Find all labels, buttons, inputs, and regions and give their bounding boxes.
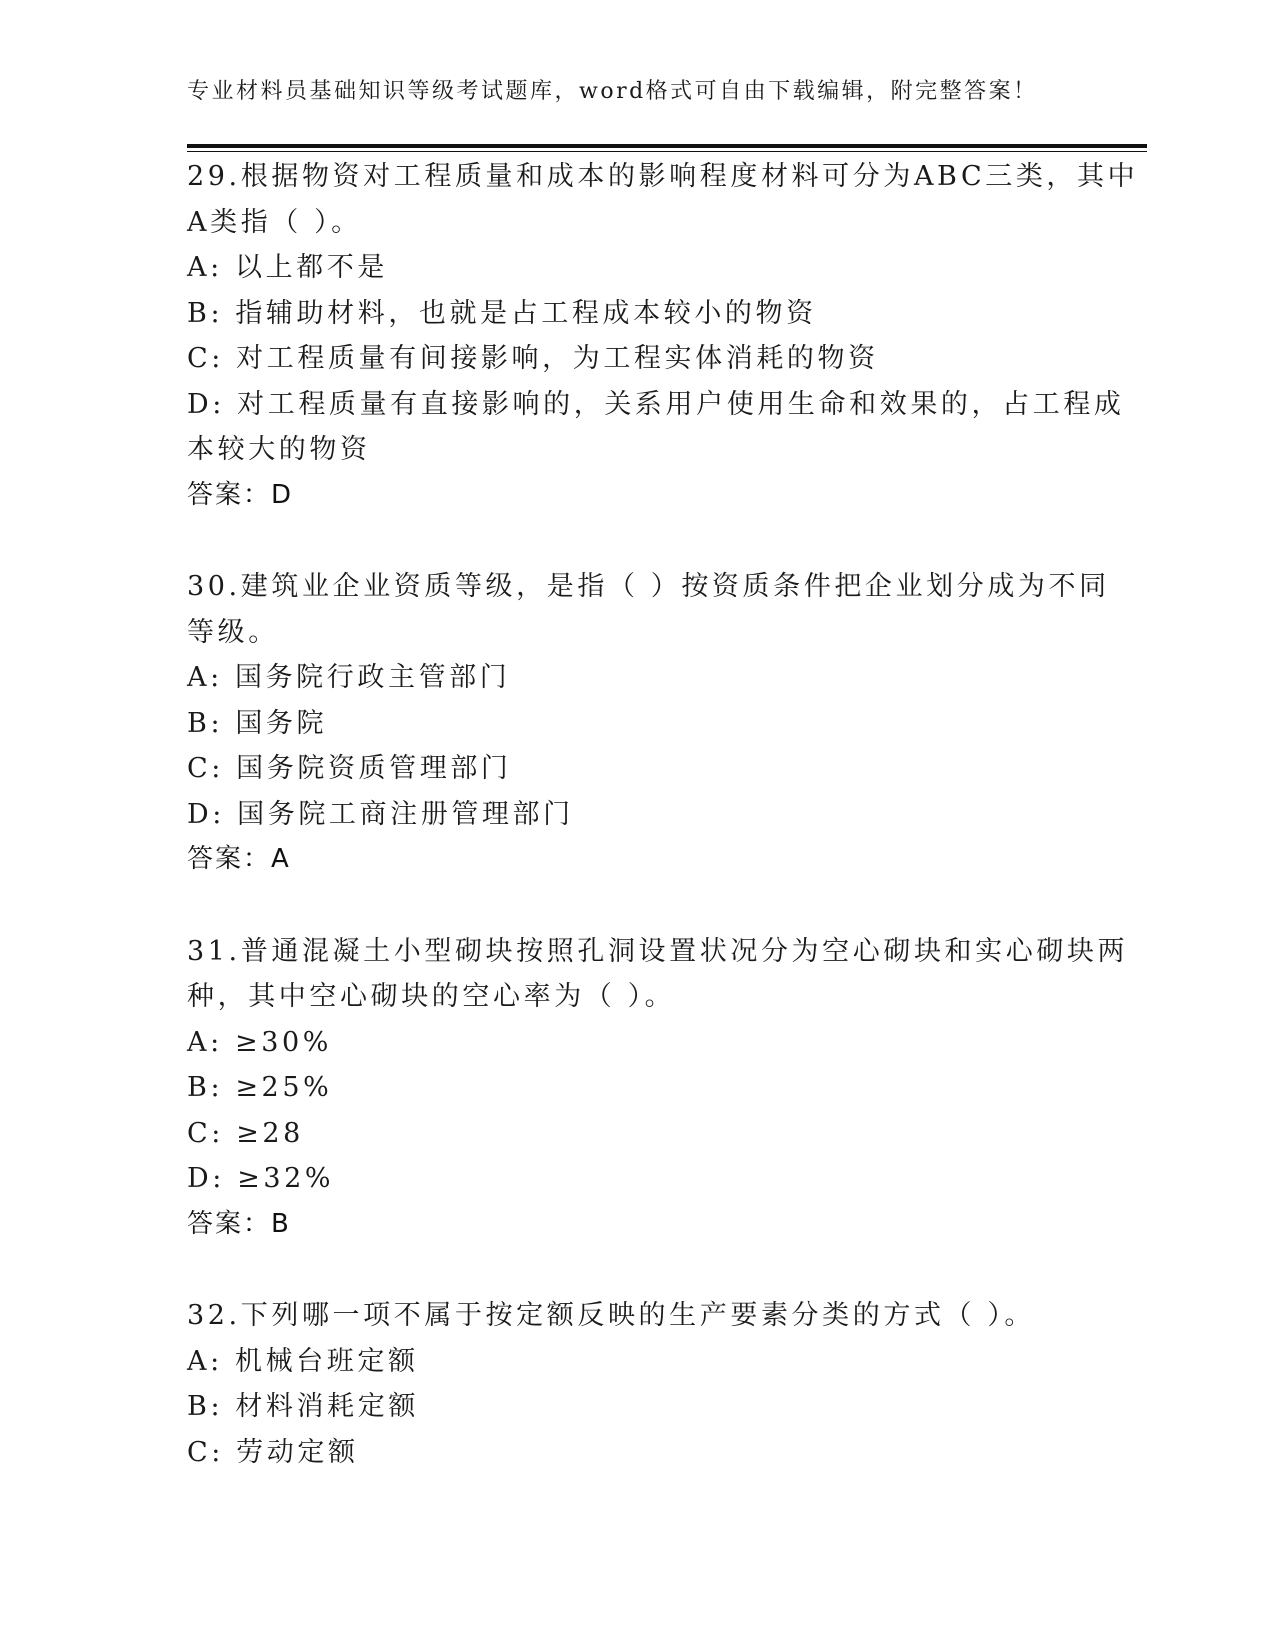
question-32 [187,1293,1067,1475]
option-b: B: 指辅助材料，也就是占工程成本较小的物资 [187,297,817,329]
option-c: C: 对工程质量有间接影响，为工程实体消耗的物资 [187,343,879,374]
option-a: A: 以上都不是 [187,252,388,283]
option-a: A: ≥30% [187,1026,333,1058]
option-d-continued: 本较大的物资 [187,434,371,465]
option-b: B: ≥25% [187,1072,333,1103]
option-c: C: ≥28 [187,1117,304,1149]
question-stem: 30.建筑业企业资质等级，是指（ ）按资质条件把企业划分成为不同 [187,571,1110,602]
question-31 [187,929,1129,1248]
option-b: B: 材料消耗定额 [187,1391,419,1422]
option-d: D: 对工程质量有直接影响的，关系用户使用生命和效果的，占工程成 [187,388,1125,420]
question-stem-continued: 等级。 [187,616,279,648]
question-stem: 29.根据物资对工程质量和成本的影响程度材料可分为ABC三类，其中 [187,161,1139,192]
option-d: D: ≥32% [187,1163,335,1194]
question-30 [187,564,1110,883]
option-a: A: 机械台班定额 [187,1345,419,1377]
answer-label: 答案：D [187,479,294,510]
answer-label: 答案：A [187,844,291,874]
header-rule-thin [187,151,1147,152]
option-d: D: 国务院工商注册管理部门 [187,798,574,830]
option-b: B: 国务院 [187,707,328,739]
question-stem: 31.普通混凝土小型砌块按照孔洞设置状况分为空心砌块和实心砌块两 [187,935,1129,967]
header-rule-thick [187,144,1147,148]
question-29 [187,154,1139,518]
option-a: A: 国务院行政主管部门 [187,662,511,693]
answer-label: 答案：B [187,1208,291,1239]
page-header: 专业材料员基础知识等级考试题库，word格式可自由下载编辑，附完整答案！ [187,79,1038,104]
question-stem: 32.下列哪一项不属于按定额反映的生产要素分类的方式（ ）。 [187,1300,1036,1331]
option-c: C: 劳动定额 [187,1436,359,1468]
question-stem-continued: A类指（ ）。 [187,206,362,238]
question-stem-continued: 种，其中空心砌块的空心率为（ ）。 [187,981,676,1012]
question-list [187,154,1139,1521]
option-c: C: 国务院资质管理部门 [187,753,512,784]
